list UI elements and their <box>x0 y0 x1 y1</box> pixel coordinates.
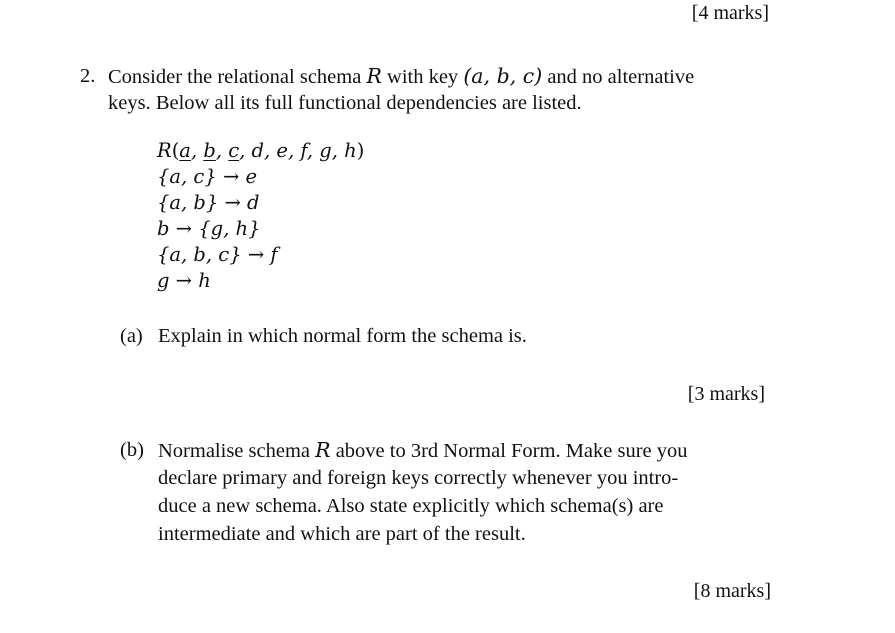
part-b-line-3: duce a new schema. Also state explicitly which schema(s) are <box>158 495 664 517</box>
schema-name: R <box>366 64 382 88</box>
question-line-2: keys. Below all its full functional dependencies are listed. <box>108 92 582 114</box>
question-line-1 <box>108 63 694 91</box>
question-text-part: with key <box>381 66 464 88</box>
functional-dependency: g → h <box>157 269 211 292</box>
part-b-text-part: above to 3rd Normal Form. Make sure you <box>330 440 688 462</box>
key-attribute: c <box>228 139 240 162</box>
part-b-text-part: Normalise schema <box>158 440 316 462</box>
part-b-line-1 <box>158 437 688 465</box>
marks-label-top: [4 marks] <box>691 2 769 24</box>
schema-name: R <box>315 438 331 462</box>
functional-dependency: {a, c} → e <box>157 165 258 188</box>
open-paren: ( <box>171 139 180 162</box>
part-a-label: (a) <box>120 325 143 347</box>
question-text-part: and no alternative <box>542 66 695 88</box>
part-b-marks: [8 marks] <box>693 580 771 602</box>
functional-dependency: {a, b} → d <box>157 191 260 214</box>
part-a-marks: [3 marks] <box>687 383 765 405</box>
relation-definition: R(a, b, c, d, e, f, g, h) <box>157 139 365 162</box>
functional-dependency: b → {g, h} <box>157 217 261 240</box>
question-text-part: Consider the relational schema <box>108 66 367 88</box>
key-tuple: (a, b, c) <box>463 64 543 88</box>
question-number: 2. <box>80 65 96 87</box>
key-attribute: b <box>203 139 216 162</box>
relation-name: R <box>157 139 172 162</box>
part-a-text: Explain in which normal form the schema is. <box>158 325 527 347</box>
close-paren: ) <box>356 139 365 162</box>
part-b-line-2: declare primary and foreign keys correctly whenever you intro- <box>158 467 679 489</box>
part-b-line-4: intermediate and which are part of the result. <box>158 523 526 545</box>
non-key-attributes: , d, e, f, g, h <box>239 139 357 162</box>
functional-dependency: {a, b, c} → f <box>157 243 278 266</box>
part-b-label: (b) <box>120 439 144 461</box>
key-attribute: a <box>179 139 191 162</box>
